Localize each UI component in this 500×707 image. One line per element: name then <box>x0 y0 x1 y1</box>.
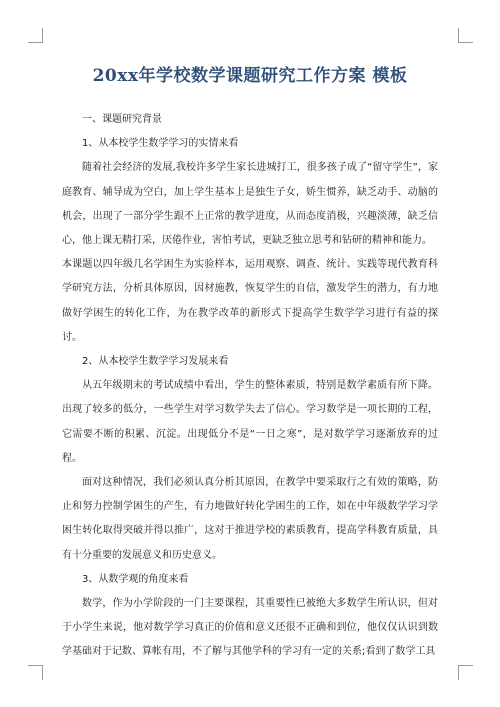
section-heading: 一、课题研究背景 <box>82 114 162 125</box>
paragraph: 从五年级期末的考试成绩中看出，学生的整体素质，特别是数学素质有所下降。出现了较多的低分，一些学生对学习数学失去了信心。学习数学是一项长期的工程，它需要不断的积累、沉淀。出现低分不是“一日之寒”，是对数学学习逐渐放弃的过程。 <box>62 380 438 464</box>
subsection-heading: 3、从数学观的角度来看 <box>82 573 189 585</box>
subsection-heading: 1、从本校学生数学学习的实情来看 <box>82 138 239 150</box>
crop-mark-bottom-left <box>28 665 43 680</box>
paragraph: 随着社会经济的发展,我校许多学生家长进城打工，很多孩子成了“留守学生”，家庭教育、辅导成为空白，加上学生基本上是独生子女，娇生惯养，缺乏动手、动脑的机会，出现了一部分学生跟不上正常的教学进度，从而态度消极，兴趣淡薄，缺乏信心，他上课无精打采，厌倦作业，害怕考试，更缺乏独立思考和钻研的精神和能力。 <box>62 162 438 247</box>
crop-mark-top-left <box>28 28 43 43</box>
crop-mark-top-right <box>458 28 473 43</box>
paragraph: 数学，作为小学阶段的一门主要课程，其重要性已被绝大多数学生所认识，但对于小学生来说，他对数学学习真正的价值和意义还很不正确和到位，他仅仅认识到数学基础对于记数、算帐有用，不了解与其他学科的学习有一定的关系;看到了数学工具 <box>62 598 438 658</box>
document-title: 20xx年学校数学课题研究工作方案 模板 <box>92 66 408 86</box>
subsection-heading: 2、从本校学生数学学习发展来看 <box>82 356 229 368</box>
crop-mark-bottom-right <box>458 665 473 680</box>
document-body <box>62 108 438 665</box>
paragraph: 本课题以四年级几名学困生为实验样本，运用观察、调查、统计、实践等现代教育科学研究方法，分析具体原因，因材施教，恢复学生的自信，激发学生的潜力，有力地做好学困生的转化工作，为在教学改革的新形式下提高学生数学学习进行有益的探讨。 <box>62 259 438 343</box>
paragraph: 面对这种情况，我们必须认真分析其原因，在教学中要采取行之有效的策略，防止和努力控制学困生的产生，有力地做好转化学困生的工作，如在中年级数学学习学困生转化取得突破并得以推广，这对于推进学校的素质教育，提高学科教育质量，具有十分重要的发展意义和历史意义。 <box>62 477 438 561</box>
